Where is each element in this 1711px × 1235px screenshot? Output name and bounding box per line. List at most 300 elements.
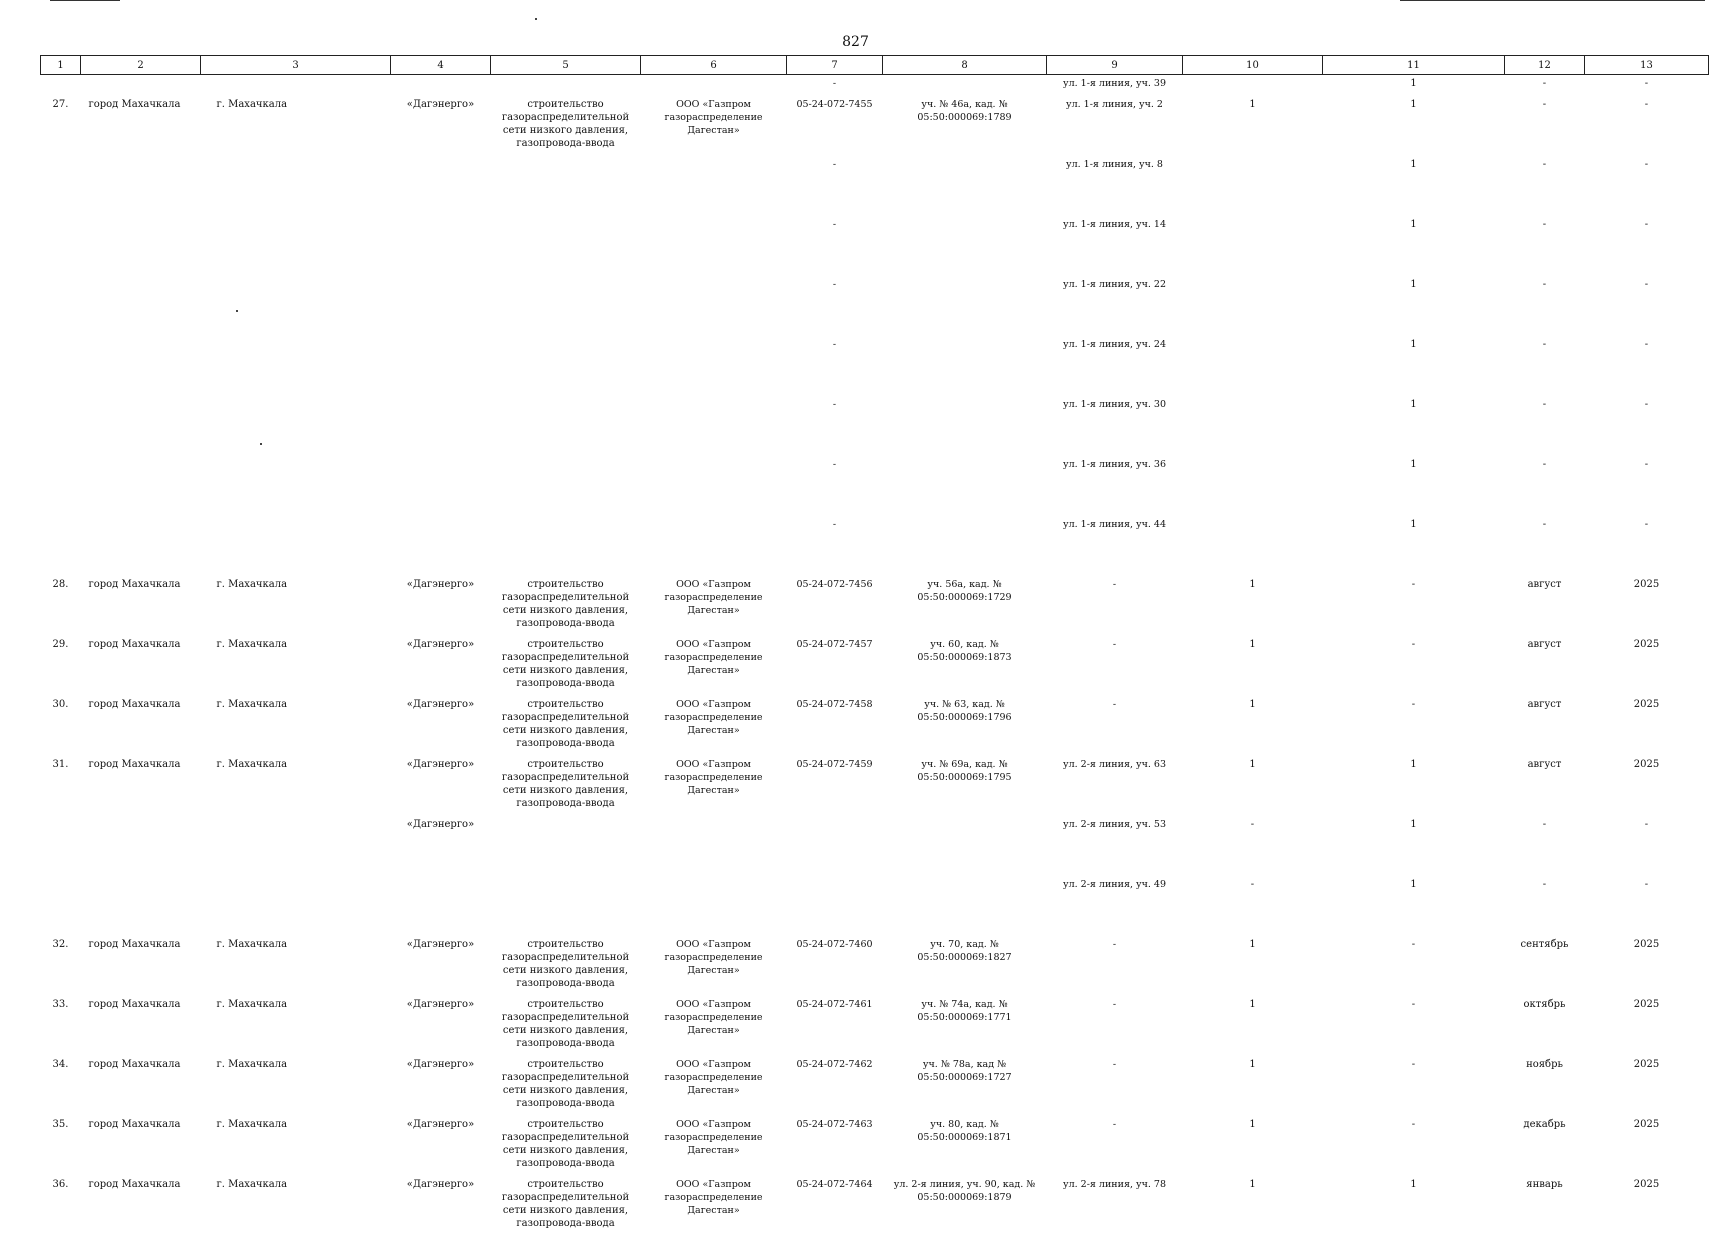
- table-cell-col-2: [81, 455, 201, 515]
- table-cell-col-12: август: [1527, 758, 1562, 770]
- table-cell-col-5: [491, 335, 641, 395]
- table-cell-col-12: -: [1542, 98, 1547, 110]
- table-row: [41, 95, 1709, 155]
- table-cell-col-10: 1: [1249, 98, 1256, 110]
- table-cell-col-13: 2025: [1633, 938, 1660, 950]
- table-cell-col-3: г. Махачкала: [216, 1118, 288, 1130]
- table-cell-col-1: [41, 815, 81, 875]
- table-cell-col-6: [641, 395, 787, 455]
- table-cell-col-11: 1: [1410, 518, 1417, 530]
- table-cell-col-2: [81, 275, 201, 335]
- table-cell-col-10: 1: [1249, 1178, 1256, 1190]
- table-cell-col-9: ул. 1-я линия, уч. 14: [1063, 218, 1166, 230]
- table-cell-col-13: -: [1644, 338, 1649, 350]
- table-cell-col-9: ул. 2-я линия, уч. 49: [1063, 878, 1166, 890]
- table-cell-col-1: [41, 335, 81, 395]
- column-header-12: 12: [1505, 56, 1585, 75]
- table-cell-col-6: [641, 875, 787, 935]
- table-cell-col-8: уч. № 46а, кад. № 05:50:000069:1789: [917, 98, 1012, 123]
- table-cell-col-11: 1: [1410, 458, 1417, 470]
- table-cell-col-12: -: [1542, 398, 1547, 410]
- table-cell-col-8: [883, 155, 1047, 215]
- table-cell-col-13: -: [1644, 398, 1649, 410]
- table-cell-col-6: ООО «Газпром газораспределение Дагестан»: [664, 998, 763, 1036]
- table-cell-col-1: 33.: [52, 998, 69, 1010]
- table-cell-col-5: строительство газораспределительной сети низкого давления, газопровода-ввода: [501, 938, 630, 989]
- table-cell-col-3: г. Махачкала: [216, 758, 288, 770]
- table-cell-col-3: г. Махачкала: [216, 1058, 288, 1070]
- table-cell-col-10: 1: [1249, 638, 1256, 650]
- table-cell-col-5: [491, 75, 641, 95]
- table-header-row: [41, 56, 1709, 75]
- table-cell-col-3: [201, 215, 391, 275]
- table-cell-col-5: [491, 215, 641, 275]
- table-row: [41, 815, 1709, 875]
- table-cell-col-4: [391, 455, 491, 515]
- table-cell-col-2: [81, 395, 201, 455]
- table-cell-col-4: «Дагэнерго»: [406, 1058, 475, 1070]
- table-cell-col-7: 05-24-072-7456: [796, 578, 873, 590]
- table-cell-col-3: г. Махачкала: [216, 998, 288, 1010]
- table-cell-col-11: -: [1411, 938, 1416, 950]
- table-cell-col-2: [81, 515, 201, 575]
- table-cell-col-9: -: [1112, 1118, 1117, 1130]
- table-cell-col-12: -: [1542, 818, 1547, 830]
- table-cell-col-3: [201, 875, 391, 935]
- table-cell-col-12: -: [1542, 518, 1547, 530]
- table-cell-col-7: 05-24-072-7459: [796, 758, 873, 770]
- table-cell-col-1: 36.: [52, 1178, 69, 1190]
- table-cell-col-11: 1: [1410, 1178, 1417, 1190]
- table-cell-col-4: [391, 155, 491, 215]
- table-cell-col-8: уч. № 74а, кад. № 05:50:000069:1771: [917, 998, 1012, 1023]
- table-cell-col-6: [641, 275, 787, 335]
- register-table: [40, 55, 1709, 1235]
- table-cell-col-5: [491, 275, 641, 335]
- table-cell-col-13: -: [1644, 98, 1649, 110]
- table-cell-col-2: [81, 335, 201, 395]
- table-cell-col-8: уч. 56а, кад. № 05:50:000069:1729: [917, 578, 1012, 603]
- table-row: [41, 755, 1709, 815]
- table-cell-col-1: [41, 75, 81, 95]
- table-cell-col-5: [491, 455, 641, 515]
- table-cell-col-3: г. Махачкала: [216, 578, 288, 590]
- table-cell-col-8: уч. 80, кад. № 05:50:000069:1871: [917, 1118, 1012, 1143]
- table-cell-col-6: [641, 455, 787, 515]
- table-row: [41, 455, 1709, 515]
- table-cell-col-8: [883, 395, 1047, 455]
- table-cell-col-8: уч. № 63, кад. № 05:50:000069:1796: [917, 698, 1012, 723]
- table-cell-col-3: г. Махачкала: [216, 638, 288, 650]
- table-cell-col-1: 30.: [52, 698, 69, 710]
- table-cell-col-9: ул. 1-я линия, уч. 44: [1063, 518, 1166, 530]
- table-cell-col-13: 2025: [1633, 578, 1660, 590]
- table-cell-col-9: ул. 1-я линия, уч. 22: [1063, 278, 1166, 290]
- column-header-13: 13: [1585, 56, 1709, 75]
- table-row: [41, 515, 1709, 575]
- table-cell-col-5: строительство газораспределительной сети низкого давления, газопровода-ввода: [501, 1058, 630, 1109]
- table-cell-col-13: -: [1644, 878, 1649, 890]
- table-cell-col-5: строительство газораспределительной сети низкого давления, газопровода-ввода: [501, 98, 630, 149]
- table-cell-col-1: [41, 275, 81, 335]
- table-cell-col-12: декабрь: [1523, 1118, 1566, 1130]
- column-header-11: 11: [1323, 56, 1505, 75]
- table-cell-col-9: -: [1112, 638, 1117, 650]
- table-cell-col-6: ООО «Газпром газораспределение Дагестан»: [664, 1178, 763, 1216]
- table-cell-col-6: ООО «Газпром газораспределение Дагестан»: [664, 578, 763, 616]
- table-cell-col-5: строительство газораспределительной сети низкого давления, газопровода-ввода: [501, 1178, 630, 1229]
- table-cell-col-8: [883, 275, 1047, 335]
- table-cell-col-10: 1: [1249, 578, 1256, 590]
- table-row: [41, 395, 1709, 455]
- table-cell-col-10: [1183, 75, 1323, 95]
- table-row: [41, 935, 1709, 995]
- table-cell-col-11: 1: [1410, 758, 1417, 770]
- table-cell-col-7: 05-24-072-7460: [796, 938, 873, 950]
- table-row: [41, 1055, 1709, 1115]
- table-cell-col-1: 32.: [52, 938, 69, 950]
- table-cell-col-8: [883, 515, 1047, 575]
- table-cell-col-1: 31.: [52, 758, 69, 770]
- table-cell-col-11: -: [1411, 1058, 1416, 1070]
- column-header-9: 9: [1047, 56, 1183, 75]
- table-cell-col-13: -: [1644, 158, 1649, 170]
- table-cell-col-12: -: [1542, 78, 1547, 89]
- table-cell-col-2: город Махачкала: [88, 998, 181, 1010]
- table-cell-col-8: [883, 815, 1047, 875]
- table-cell-col-9: ул. 2-я линия, уч. 78: [1063, 1178, 1166, 1190]
- table-cell-col-10: 1: [1249, 998, 1256, 1010]
- table-cell-col-5: [491, 155, 641, 215]
- table-cell-col-13: -: [1644, 518, 1649, 530]
- table-cell-col-8: уч. 70, кад. № 05:50:000069:1827: [917, 938, 1012, 963]
- table-cell-col-1: [41, 215, 81, 275]
- table-cell-col-8: [883, 75, 1047, 95]
- table-cell-col-3: г. Махачкала: [216, 98, 288, 110]
- table-cell-col-10: -: [1250, 878, 1255, 890]
- table-cell-col-1: [41, 455, 81, 515]
- column-header-2: 2: [81, 56, 201, 75]
- table-cell-col-11: -: [1411, 1118, 1416, 1130]
- table-row: [41, 1175, 1709, 1235]
- top-rule-right: [1400, 0, 1705, 1]
- table-cell-col-11: 1: [1410, 278, 1417, 290]
- table-cell-col-7: [787, 875, 883, 935]
- table-cell-col-6: [641, 515, 787, 575]
- table-cell-col-11: 1: [1410, 878, 1417, 890]
- table-cell-col-1: [41, 155, 81, 215]
- table-cell-col-4: [391, 335, 491, 395]
- table-cell-col-8: [883, 215, 1047, 275]
- table-cell-col-8: уч. № 78а, кад № 05:50:000069:1727: [917, 1058, 1012, 1083]
- table-cell-col-6: [641, 75, 787, 95]
- table-cell-col-5: строительство газораспределительной сети низкого давления, газопровода-ввода: [501, 998, 630, 1049]
- scan-speck: [535, 18, 537, 20]
- table-row: [41, 875, 1709, 935]
- table-cell-col-3: [201, 275, 391, 335]
- table-cell-col-12: август: [1527, 578, 1562, 590]
- table-cell-col-10: -: [1250, 818, 1255, 830]
- table-cell-col-4: «Дагэнерго»: [406, 578, 475, 590]
- table-cell-col-2: город Махачкала: [88, 578, 181, 590]
- table-cell-col-12: -: [1542, 278, 1547, 290]
- table-row: [41, 575, 1709, 635]
- table-cell-col-4: [391, 75, 491, 95]
- table-cell-col-11: -: [1411, 998, 1416, 1010]
- table-cell-col-13: 2025: [1633, 698, 1660, 710]
- table-cell-col-1: 34.: [52, 1058, 69, 1070]
- table-cell-col-7: -: [832, 278, 837, 290]
- table-cell-col-2: город Махачкала: [88, 1058, 181, 1070]
- table-cell-col-9: ул. 1-я линия, уч. 8: [1066, 158, 1163, 170]
- table-cell-col-7: -: [832, 398, 837, 410]
- table-cell-col-10: [1183, 155, 1323, 215]
- table-cell-col-12: сентябрь: [1520, 938, 1569, 950]
- table-cell-col-2: город Махачкала: [88, 638, 181, 650]
- table-cell-col-11: 1: [1410, 218, 1417, 230]
- table-cell-col-7: 05-24-072-7463: [796, 1118, 873, 1130]
- table-cell-col-8: [883, 875, 1047, 935]
- table-cell-col-10: [1183, 275, 1323, 335]
- table-row: [41, 215, 1709, 275]
- table-cell-col-11: 1: [1410, 158, 1417, 170]
- table-cell-col-2: [81, 215, 201, 275]
- table-cell-col-4: «Дагэнерго»: [406, 698, 475, 710]
- table-cell-col-13: -: [1644, 458, 1649, 470]
- table-cell-col-4: [391, 395, 491, 455]
- table-cell-col-4: «Дагэнерго»: [406, 638, 475, 650]
- table-cell-col-2: город Махачкала: [88, 1118, 181, 1130]
- table-cell-col-6: ООО «Газпром газораспределение Дагестан»: [664, 1058, 763, 1096]
- table-cell-col-12: -: [1542, 458, 1547, 470]
- table-cell-col-1: [41, 395, 81, 455]
- table-cell-col-4: «Дагэнерго»: [406, 1178, 475, 1190]
- table-cell-col-8: [883, 455, 1047, 515]
- column-header-6: 6: [641, 56, 787, 75]
- table-cell-col-12: ноябрь: [1526, 1058, 1563, 1070]
- table-cell-col-12: -: [1542, 878, 1547, 890]
- table-cell-col-7: -: [832, 158, 837, 170]
- table-cell-col-13: 2025: [1633, 998, 1660, 1010]
- table-cell-col-9: ул. 1-я линия, уч. 39: [1063, 78, 1166, 89]
- table-cell-col-10: [1183, 455, 1323, 515]
- table-cell-col-5: [491, 395, 641, 455]
- table-cell-col-2: город Махачкала: [88, 698, 181, 710]
- column-header-3: 3: [201, 56, 391, 75]
- table-cell-col-10: 1: [1249, 698, 1256, 710]
- column-header-1: 1: [41, 56, 81, 75]
- table-cell-col-7: 05-24-072-7464: [796, 1178, 873, 1190]
- page-number: 827: [842, 34, 869, 50]
- table-cell-col-7: -: [832, 458, 837, 470]
- table-row: [41, 335, 1709, 395]
- table-cell-col-9: ул. 2-я линия, уч. 53: [1063, 818, 1166, 830]
- table-cell-col-1: [41, 515, 81, 575]
- table-cell-col-13: -: [1644, 78, 1649, 89]
- table-row: [41, 275, 1709, 335]
- table-cell-col-4: [391, 215, 491, 275]
- table-cell-col-10: 1: [1249, 758, 1256, 770]
- table-cell-col-9: ул. 1-я линия, уч. 2: [1066, 98, 1163, 110]
- table-cell-col-6: ООО «Газпром газораспределение Дагестан»: [664, 758, 763, 796]
- table-cell-col-10: 1: [1249, 1058, 1256, 1070]
- table-cell-col-11: 1: [1410, 78, 1417, 89]
- table-cell-col-4: [391, 875, 491, 935]
- table-cell-col-4: «Дагэнерго»: [406, 1118, 475, 1130]
- table-cell-col-12: -: [1542, 338, 1547, 350]
- table-cell-col-4: «Дагэнерго»: [406, 818, 475, 830]
- table-cell-col-12: январь: [1526, 1178, 1563, 1190]
- table-cell-col-5: [491, 515, 641, 575]
- table-cell-col-9: -: [1112, 938, 1117, 950]
- table-cell-col-13: 2025: [1633, 758, 1660, 770]
- table-cell-col-6: ООО «Газпром газораспределение Дагестан»: [664, 938, 763, 976]
- table-cell-col-4: «Дагэнерго»: [406, 758, 475, 770]
- table-cell-col-5: строительство газораспределительной сети низкого давления, газопровода-ввода: [501, 758, 630, 809]
- table-cell-col-2: город Махачкала: [88, 1178, 181, 1190]
- table-cell-col-11: 1: [1410, 818, 1417, 830]
- table-cell-col-5: [491, 815, 641, 875]
- table-cell-col-3: [201, 155, 391, 215]
- table-cell-col-4: «Дагэнерго»: [406, 998, 475, 1010]
- table-cell-col-5: строительство газораспределительной сети низкого давления, газопровода-ввода: [501, 698, 630, 749]
- table-cell-col-4: «Дагэнерго»: [406, 938, 475, 950]
- top-rule-left: [50, 0, 120, 1]
- table-cell-col-9: -: [1112, 998, 1117, 1010]
- table-cell-col-13: 2025: [1633, 1178, 1660, 1190]
- table-cell-col-11: -: [1411, 698, 1416, 710]
- table-cell-col-9: ул. 1-я линия, уч. 36: [1063, 458, 1166, 470]
- table-cell-col-9: -: [1112, 698, 1117, 710]
- table-cell-col-7: 05-24-072-7457: [796, 638, 873, 650]
- table-cell-col-7: -: [832, 218, 837, 230]
- table-cell-col-7: -: [832, 518, 837, 530]
- table-cell-col-10: 1: [1249, 1118, 1256, 1130]
- table-cell-col-11: 1: [1410, 98, 1417, 110]
- table-cell-col-12: -: [1542, 158, 1547, 170]
- table-cell-col-3: [201, 75, 391, 95]
- table-cell-col-2: город Махачкала: [88, 98, 181, 110]
- table-cell-col-6: [641, 815, 787, 875]
- table-row: [41, 1115, 1709, 1175]
- table-cell-col-2: город Махачкала: [88, 758, 181, 770]
- table-cell-col-3: [201, 395, 391, 455]
- table-cell-col-2: [81, 875, 201, 935]
- table-cell-col-8: уч. 60, кад. № 05:50:000069:1873: [917, 638, 1012, 663]
- table-cell-col-7: [787, 815, 883, 875]
- table-cell-col-11: -: [1411, 638, 1416, 650]
- table-cell-col-2: [81, 815, 201, 875]
- table-cell-col-7: 05-24-072-7455: [796, 98, 873, 110]
- table-cell-col-9: -: [1112, 1058, 1117, 1070]
- column-header-7: 7: [787, 56, 883, 75]
- table-cell-col-12: август: [1527, 638, 1562, 650]
- table-cell-col-10: [1183, 395, 1323, 455]
- table-cell-col-4: «Дагэнерго»: [406, 98, 475, 110]
- table-cell-col-4: [391, 275, 491, 335]
- table-cell-col-10: [1183, 215, 1323, 275]
- table-row: [41, 695, 1709, 755]
- table-cell-col-11: 1: [1410, 398, 1417, 410]
- table-cell-col-8: уч. № 69а, кад. № 05:50:000069:1795: [917, 758, 1012, 783]
- table-cell-col-6: [641, 215, 787, 275]
- table-cell-col-6: ООО «Газпром газораспределение Дагестан»: [664, 638, 763, 676]
- table-cell-col-7: 05-24-072-7461: [796, 998, 873, 1010]
- table-row: [41, 635, 1709, 695]
- table-cell-col-1: 29.: [52, 638, 69, 650]
- table-cell-col-3: [201, 335, 391, 395]
- table-cell-col-1: 28.: [52, 578, 69, 590]
- table-cell-col-13: -: [1644, 218, 1649, 230]
- table-cell-col-9: ул. 1-я линия, уч. 30: [1063, 398, 1166, 410]
- table-body: [41, 75, 1709, 1235]
- table-cell-col-3: [201, 455, 391, 515]
- table-cell-col-9: -: [1112, 578, 1117, 590]
- table-cell-col-13: -: [1644, 818, 1649, 830]
- table-cell-col-12: август: [1527, 698, 1562, 710]
- table-cell-col-9: ул. 1-я линия, уч. 24: [1063, 338, 1166, 350]
- table-cell-col-2: [81, 75, 201, 95]
- table-row: [41, 995, 1709, 1055]
- column-header-5: 5: [491, 56, 641, 75]
- table-cell-col-10: [1183, 335, 1323, 395]
- table-cell-col-7: -: [832, 78, 837, 89]
- table-cell-col-2: город Махачкала: [88, 938, 181, 950]
- table-cell-col-3: г. Махачкала: [216, 938, 288, 950]
- table-cell-col-3: [201, 515, 391, 575]
- table-cell-col-8: [883, 335, 1047, 395]
- table-cell-col-13: 2025: [1633, 1118, 1660, 1130]
- column-header-10: 10: [1183, 56, 1323, 75]
- table-cell-col-4: [391, 515, 491, 575]
- table-cell-col-3: г. Махачкала: [216, 698, 288, 710]
- table-cell-col-6: ООО «Газпром газораспределение Дагестан»: [664, 98, 763, 136]
- table-cell-col-10: [1183, 515, 1323, 575]
- table-cell-col-8: ул. 2-я линия, уч. 90, кад. № 05:50:000069:1879: [893, 1178, 1036, 1203]
- table-cell-col-3: г. Махачкала: [216, 1178, 288, 1190]
- table-cell-col-11: -: [1411, 578, 1416, 590]
- table-cell-col-5: строительство газораспределительной сети низкого давления, газопровода-ввода: [501, 1118, 630, 1169]
- table-cell-col-5: строительство газораспределительной сети низкого давления, газопровода-ввода: [501, 638, 630, 689]
- table-cell-col-13: -: [1644, 278, 1649, 290]
- table-cell-col-2: [81, 155, 201, 215]
- table-cell-col-7: 05-24-072-7458: [796, 698, 873, 710]
- table-cell-col-13: 2025: [1633, 638, 1660, 650]
- table-cell-col-5: строительство газораспределительной сети низкого давления, газопровода-ввода: [501, 578, 630, 629]
- table-cell-col-10: 1: [1249, 938, 1256, 950]
- table-cell-col-1: [41, 875, 81, 935]
- column-header-4: 4: [391, 56, 491, 75]
- table-cell-col-7: -: [832, 338, 837, 350]
- table-cell-col-6: [641, 155, 787, 215]
- table-cell-col-11: 1: [1410, 338, 1417, 350]
- table-row: [41, 155, 1709, 215]
- table-cell-col-3: [201, 815, 391, 875]
- table-cell-col-6: ООО «Газпром газораспределение Дагестан»: [664, 698, 763, 736]
- table-cell-col-1: 27.: [52, 98, 69, 110]
- table-cell-col-6: [641, 335, 787, 395]
- table-cell-col-12: -: [1542, 218, 1547, 230]
- table-row: [41, 75, 1709, 95]
- table-cell-col-6: ООО «Газпром газораспределение Дагестан»: [664, 1118, 763, 1156]
- table-cell-col-5: [491, 875, 641, 935]
- table-cell-col-7: 05-24-072-7462: [796, 1058, 873, 1070]
- table-cell-col-1: 35.: [52, 1118, 69, 1130]
- table-cell-col-13: 2025: [1633, 1058, 1660, 1070]
- column-header-8: 8: [883, 56, 1047, 75]
- table-cell-col-12: октябрь: [1523, 998, 1566, 1010]
- table-cell-col-9: ул. 2-я линия, уч. 63: [1063, 758, 1166, 770]
